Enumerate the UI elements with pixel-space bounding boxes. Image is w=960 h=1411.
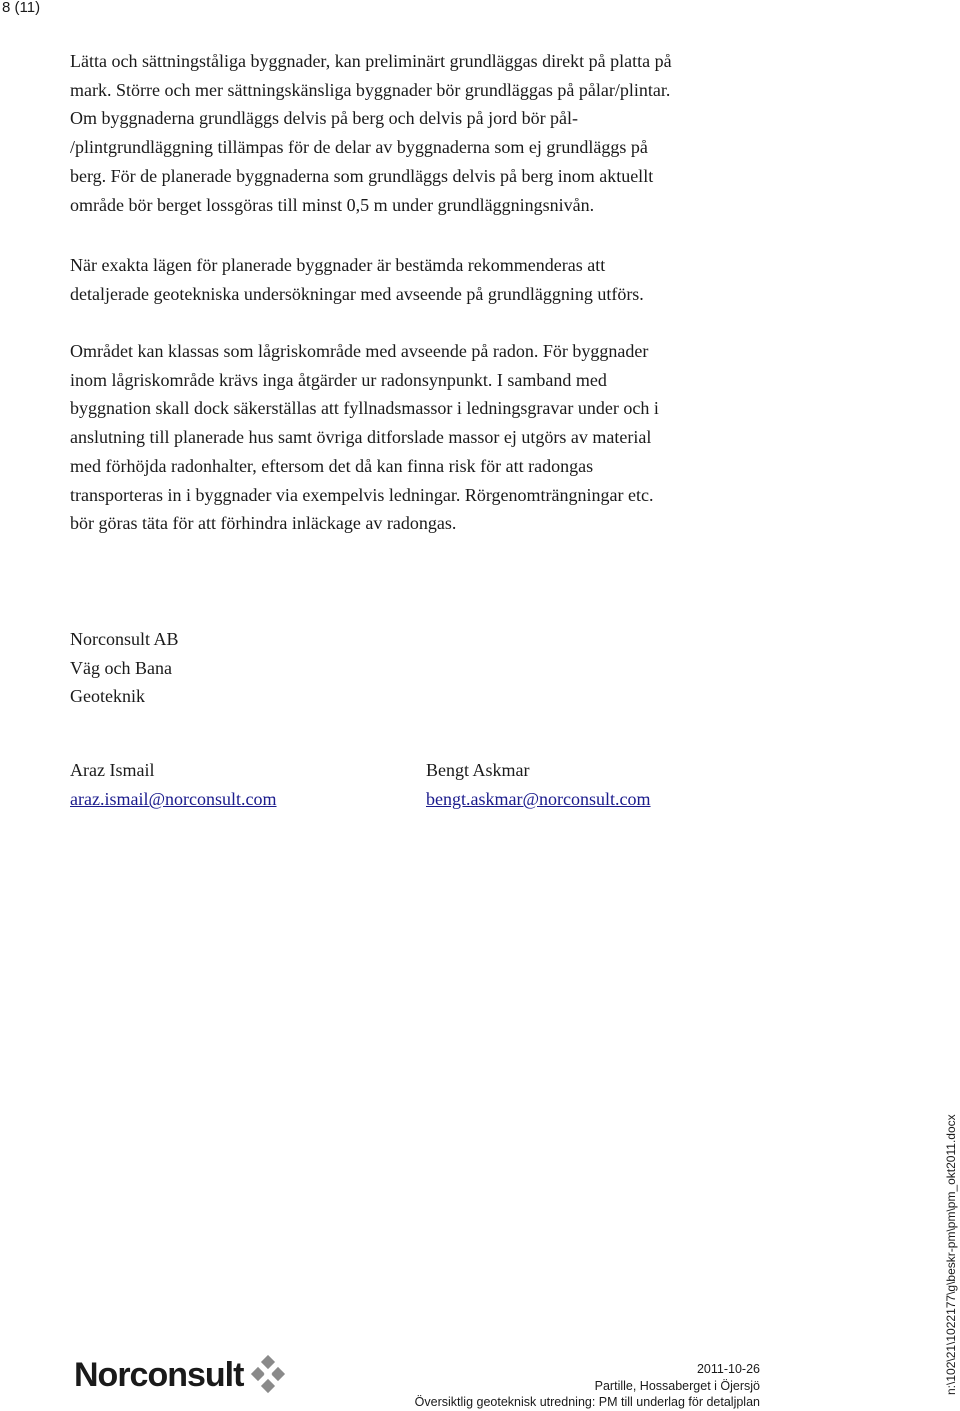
footer-project: Partille, Hossaberget i Öjersjö [594, 1378, 760, 1393]
text-line: anslutning till planerade hus samt övriga ditforslade massor ej utgörs av material [70, 427, 652, 448]
text-line: byggnation skall dock säkerställas att fyllnadsmassor i ledningsgravar under och i [70, 398, 659, 419]
signatory-email-link[interactable]: araz.ismail@norconsult.com [70, 789, 277, 809]
signatory-name: Bengt Askmar [426, 760, 530, 780]
signatory-1 [70, 756, 277, 814]
text-line: med förhöjda radonhalter, eftersom det då kan finna risk för att radongas [70, 455, 594, 476]
text-line: detaljerade geotekniska undersökningar med avseende på grundläggning utförs. [70, 283, 644, 304]
footer-date: 2011-10-26 [696, 1362, 760, 1376]
paragraph-radon [70, 337, 659, 538]
text-line: transporteras in i byggnader via exempelvis ledningar. Rörgenomträngningar etc. [70, 484, 654, 505]
footer-info [415, 1361, 760, 1411]
file-path: n:\102\21\1022177\g\beskr-pm\pm\pm_okt2011.docx [944, 1114, 958, 1395]
department-name: Väg och Bana [70, 657, 172, 678]
text-line: mark. Större och mer sättningskänsliga byggnader bör grundläggas på pålar/plintar. [70, 79, 671, 100]
text-line: inom lågriskområde krävs inga åtgärder ur radonsynpunkt. I samband med [70, 369, 607, 390]
text-line: Om byggnaderna grundläggs delvis på berg och delvis på jord bör pål- [70, 108, 579, 129]
signatory-name: Araz Ismail [70, 760, 155, 780]
text-line: berg. För de planerade byggnaderna som grundläggs delvis på berg inom aktuellt [70, 165, 654, 186]
signatory-2 [426, 756, 651, 814]
text-line: Området kan klassas som lågriskområde med avseende på radon. För byggnader [70, 341, 649, 361]
paragraph-foundation [70, 47, 672, 219]
footer-document-title: Översiktlig geoteknisk utredning: PM till underlag för detaljplan [414, 1395, 760, 1409]
norconsult-diamond-icon [249, 1355, 289, 1395]
logo-wordmark: Norconsult [74, 1355, 244, 1394]
organization-block [70, 625, 179, 711]
unit-name: Geoteknik [70, 686, 145, 707]
norconsult-logo [74, 1355, 289, 1395]
signatory-email-link[interactable]: bengt.askmar@norconsult.com [426, 789, 651, 809]
text-line: När exakta lägen för planerade byggnader är bestämda rekommenderas att [70, 255, 606, 275]
paragraph-investigation [70, 251, 644, 308]
text-line: område bör berget lossgöras till minst 0,5 m under grundläggningsnivån. [70, 194, 595, 215]
page-number: 8 (11) [2, 0, 41, 16]
text-line: /plintgrundläggning tillämpas för de delar av byggnaderna som ej grundläggs på [70, 137, 648, 158]
company-name: Norconsult AB [70, 629, 179, 649]
text-line: Lätta och sättningståliga byggnader, kan preliminärt grundläggas direkt på platta på [70, 51, 672, 71]
text-line: bör göras täta för att förhindra inläckage av radongas. [70, 513, 457, 534]
